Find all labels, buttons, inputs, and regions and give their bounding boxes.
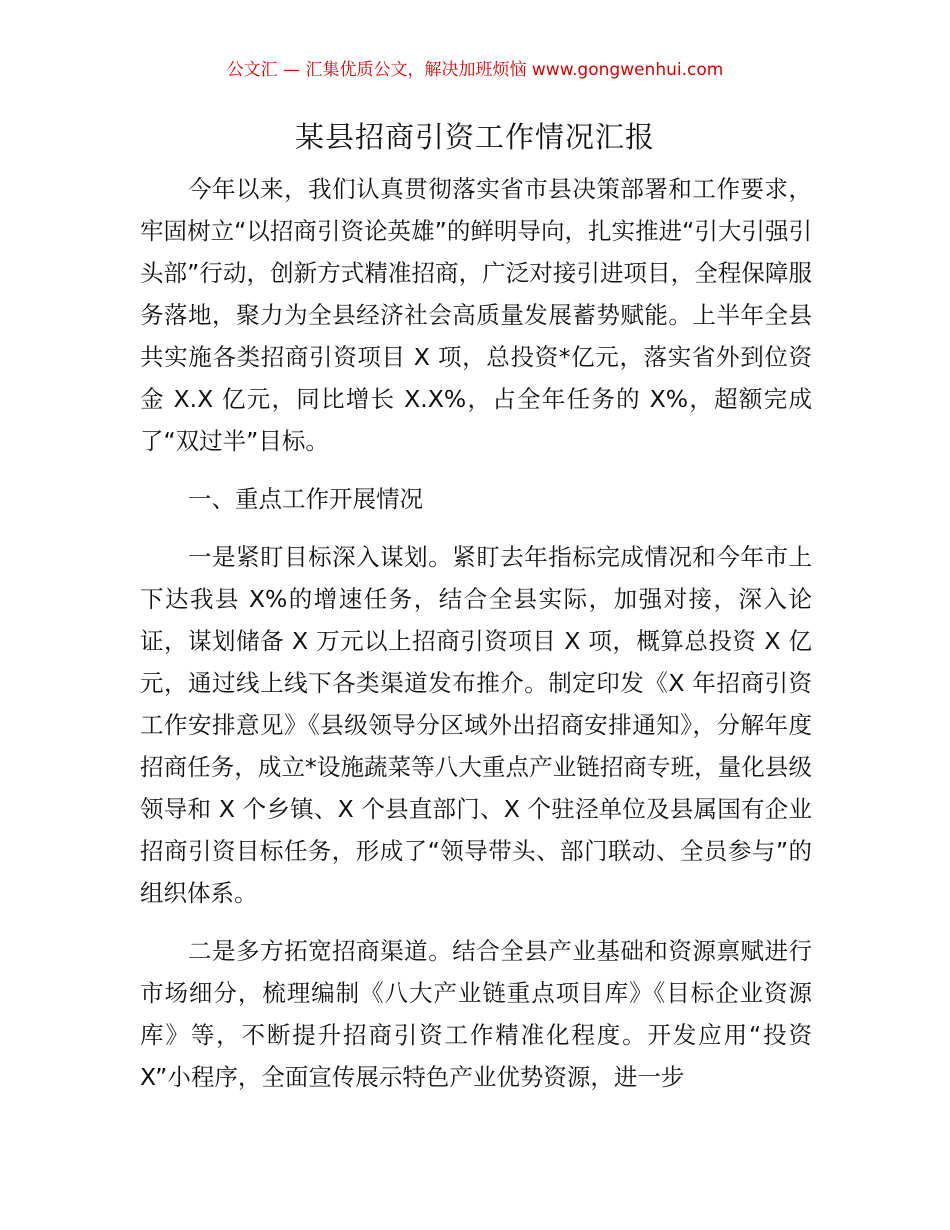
site-header-banner: 公文汇 — 汇集优质公文，解决加班烦恼 www.gongwenhui.com <box>226 60 724 80</box>
section-heading: 一、重点工作开展情况 <box>188 485 423 513</box>
paragraph-targets-planning: 一是紧盯目标深入谋划。紧盯去年指标完成情况和今年市上下达我县 X%的增速任务，结合全县实际，加强对接，深入论证，谋划储备 X 万元以上招商引资项目 X 项，概算总投资 X 亿元，通过线上线下各类渠道发布推介。制定印发《X 年招商引资工作安排意见》《县级领导分区域外出招商安排通知》，分解年度招商任务，成立*设施蔬菜等八大重点产业链招商专班，量化县级领导和 X 个乡镇、X 个县直部门、X 个驻泾单位及县属国有企业招商引资目标任务，形成了“领导带头、部门联动、全员参与”的组织体系。 <box>140 543 812 907</box>
document-body <box>140 168 812 1098</box>
document-title: 某县招商引资工作情况汇报 <box>294 120 655 154</box>
intro-paragraph: 今年以来，我们认真贯彻落实省市县决策部署和工作要求，牢固树立“以招商引资论英雄”的鲜明导向，扎实推进“引大引强引头部”行动，创新方式精准招商，广泛对接引进项目，全程保障服务落地，聚力为全县经济社会高质量发展蓄势赋能。上半年全县共实施各类招商引资项目 X 项，总投资*亿元，落实省外到位资金 X.X 亿元，同比增长 X.X%，占全年任务的 X%，超额完成了“双过半”目标。 <box>140 175 812 455</box>
paragraph-expand-channels: 二是多方拓宽招商渠道。结合全县产业基础和资源禀赋进行市场细分，梳理编制《八大产业链重点项目库》《目标企业资源库》等，不断提升招商引资工作精准化程度。开发应用“投资 X”小程序，全面宣传展示特色产业优势资源，进一步 <box>140 937 812 1091</box>
